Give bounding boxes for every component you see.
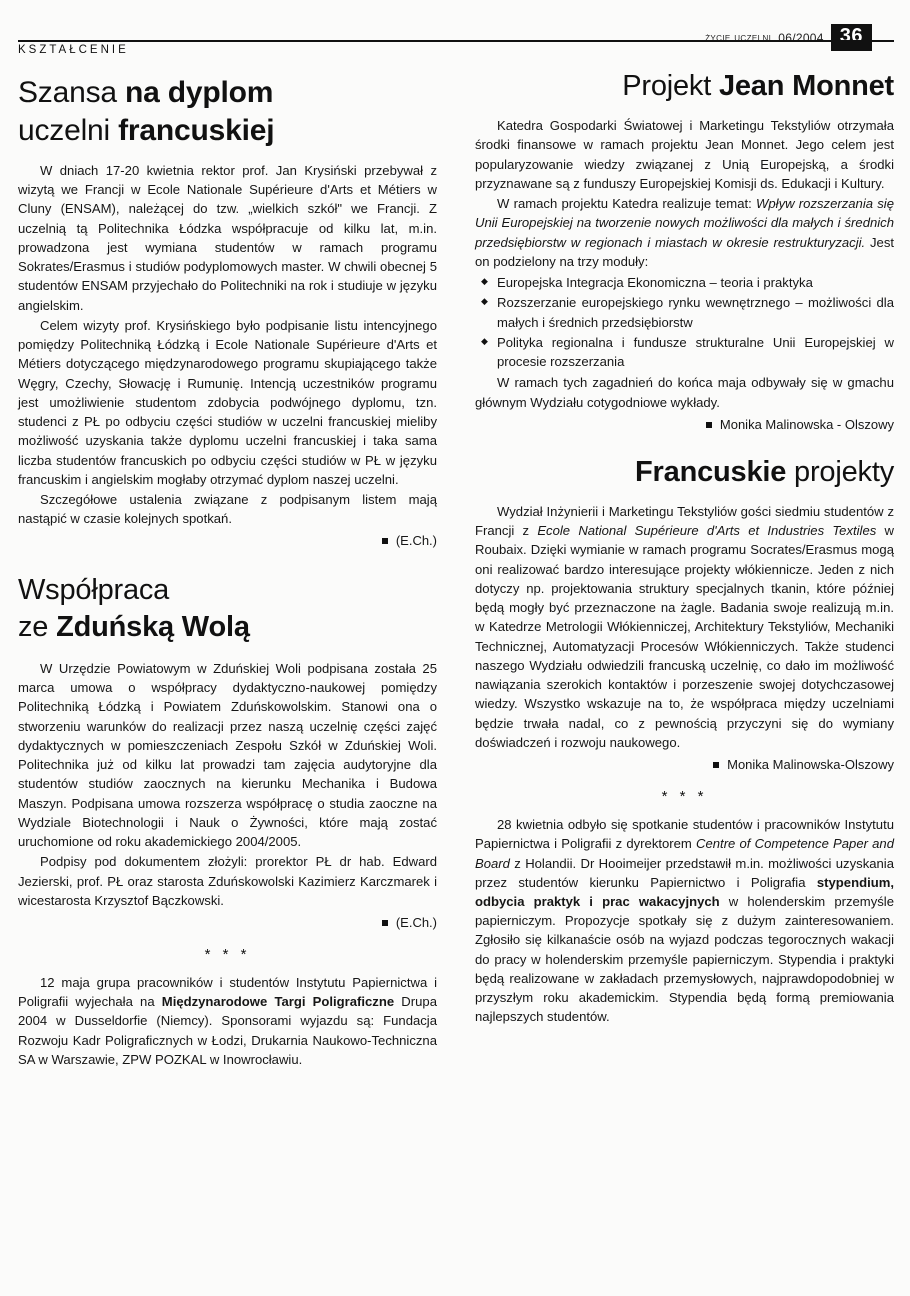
title-bold: Jean Monnet <box>718 70 894 102</box>
article-signature <box>18 533 437 548</box>
article-title-wspolpraca <box>18 572 437 645</box>
header-divider <box>18 40 894 42</box>
article-signature <box>18 915 437 930</box>
article-signature <box>475 757 894 772</box>
section-label: KSZTAŁCENIE <box>18 44 129 56</box>
article-title-jean-monnet <box>475 68 894 104</box>
article-title-francuskie-projekty <box>475 454 894 490</box>
title-line1-plain: Współpraca <box>18 574 170 607</box>
signature-text: (E.Ch.) <box>395 533 437 549</box>
square-bullet-icon <box>706 422 712 428</box>
title-line2-plain: uczelni <box>18 113 119 147</box>
paragraph: Katedra Gospodarki Światowej i Marketingu Tekstyliów otrzymała środki finansowe w ramach projektu Jean Monnet. Jego celem jest popularyzowanie wiedzy związanej z Unią Europejską, a środki przyznawane są z funduszy Europejskiej Komisji ds. Edukacji i Kultury. <box>475 118 894 191</box>
section-divider-stars: * * * <box>661 788 708 806</box>
paragraph-topic <box>475 194 894 271</box>
list-item: ◆ Europejska Integracja Ekonomiczna – teoria i praktyka <box>475 273 894 292</box>
paragraph: Podpisy pod dokumentem złożyli: prorektor PŁ dr hab. Edward Jezierski, prof. PŁ oraz starosta Zduńskowolski Kazimierz Karczmarek i wicestarosta Krzysztof Bączkowski. <box>18 854 437 908</box>
section-divider-stars: * * * <box>204 946 251 963</box>
bold-phrase: stypendium, odbycia praktyk i prac wakacyjnych <box>475 874 894 909</box>
text-after-italic: w Roubaix. Dzięki wymianie w ramach programu Socrates/Erasmus mogą oni realizować bardzo interesujące projekty włókiennicze. Jeden z nich dotyczy np. projektowania struktury specjalnych tkanin, które później będą mogły być przeznaczone na żagle. Badania swoje realizują m.in. w Katedrze Metrologii Włókienniczej, Architektury Tekstyliów, Mechaniki Technicznej, Automatyzacji Procesów Włókienniczych. Także studenci naszego Wydziału odwiedzili francuską uczelnię, co dało im możliwość nawiązania szerokich kontaktów i porzeszenie swojej dotychczasowej wiedzy. Wszystko wskazuje na to, że współpraca między uczelniami będzie trwała nadal, co z pewnością przyczyni się do wymiany doświadczeń i rozwoju naukowego. <box>475 523 894 750</box>
bold-phrase: Międzynarodowe Targi Poligraficzne <box>161 994 395 1010</box>
text-before-italic: W ramach projektu Katedra realizuje temat: <box>497 196 757 212</box>
text-segment-2: z Holandii. Dr Hooimeijer przedstawił m.in. możliwości uzyskania przez studentów kierunku Papiernictwo i Poligrafia <box>475 855 894 890</box>
list-item: ◆ Polityka regionalna i fundusze strukturalne Unii Europejskiej w procesie rozszerzania <box>475 333 894 371</box>
text-before-bold: 12 maja grupa pracowników i studentów Instytutu Papiernictwa i Poligrafii wyjechała na <box>18 975 437 1010</box>
masthead-line <box>705 24 872 51</box>
journal-title: życie uczelni <box>705 31 772 44</box>
title-line2-plain: ze <box>18 610 57 643</box>
article-columns <box>18 66 894 1281</box>
masthead <box>0 14 910 48</box>
square-bullet-icon <box>382 538 388 544</box>
paragraph: Szczegółowe ustalenia związane z podpisanym listem mają nastąpić w czasie kolejnych spotkań. <box>18 491 437 527</box>
title-line2-bold: Zduńską Wolą <box>56 610 250 643</box>
signature-text: Monika Malinowska-Olszowy <box>727 757 894 773</box>
title-line2-bold: francuskiej <box>118 113 275 147</box>
paragraph-drupa <box>18 973 437 1069</box>
paragraph-spotkanie <box>475 815 894 1027</box>
title-plain: projekty <box>794 455 894 488</box>
text-before-italic: Wydział Inżynierii i Marketingu Tekstyliów gości siedmiu studentów z Francji z <box>475 504 894 539</box>
title-plain: Projekt <box>622 70 719 102</box>
list-item: ◆ Rozszerzanie europejskiego rynku wewnętrznego – możliwości dla małych i średnich przedsiębiorstw <box>475 293 894 331</box>
left-column <box>18 66 437 1281</box>
text-segment-1: 28 kwietnia odbyło się spotkanie studentów i pracowników Instytutu Papiernictwa i Poligrafii z dyrektorem <box>475 817 894 852</box>
right-column <box>475 66 894 1281</box>
text-after-italic: Jest on podzielony na trzy moduły: <box>475 234 895 269</box>
module-list <box>475 273 894 371</box>
paragraph: W Urzędzie Powiatowym w Zduńskiej Woli podpisana została 25 marca umowa o współpracy dydaktyczno-naukowej pomiędzy Politechniką Łódzką i Powiatem Zduńskowolskim. Stanowi ona o stworzeniu warunków do realizacji przez naszą uczelnię części zajęć dydaktycznych w pomieszczeniach Zespołu Szkół w Zduńskiej Woli. Politechnika już od kilku lat prowadzi tam zajęcia audytoryjne dla studentów studiów zaocznych na kierunku Mechanika i Budowa Maszyn. Podpisana umowa rozszerza współpracę o studia zaoczne na Wydziale Biotechnologii i Nauk o Żywności, które mają zostać uruchomione od roku akademickiego 2004/2005. <box>18 660 437 850</box>
page-number: 36 <box>831 24 872 51</box>
signature-text: Monika Malinowska - Olszowy <box>719 416 894 432</box>
square-bullet-icon <box>713 762 719 768</box>
paragraph: W ramach tych zagadnień do końca maja odbywały się w gmachu głównym Wydziału cotygodniowe wykłady. <box>475 375 894 410</box>
article-signature <box>475 417 894 432</box>
italic-organization: Centre of Competence Paper and Board <box>475 836 894 871</box>
text-after-bold: Drupa 2004 w Dusseldorfie (Niemcy). Sponsorami wyjazdu są: Fundacja Rozwoju Kadr Poligraficznych w Łodzi, Drukarnia Naukowo-Techniczna SA w Warszawie, ZPW POZKAL w Inowrocławiu. <box>18 994 437 1067</box>
issue-number: 06/2004 <box>778 30 824 45</box>
signature-text: (E.Ch.) <box>395 915 437 930</box>
italic-institution: Ecole National Supérieure d'Arts et Industries Textiles <box>537 523 877 539</box>
title-line1-bold: na dyplom <box>125 76 274 109</box>
paragraph: Celem wizyty prof. Krysińskiego było podpisanie listu intencyjnego pomiędzy Politechniką Łódzką i Ecole Nationale Supérieure d'Arts et Métiers dotyczącego międzynarodowego programu skupiającego także Węgry, Czechy, Słowację i Rumunię. Intencją uczestników programu jest umożliwienie studentom zdobycia podwójnego dyplomu, tzn. studenci z PŁ po odbyciu części studiów w uczelni francuskiej mieliby możliwość uzyskania także dyplomu uczelni francuskiej i taka sama liczba studentów francuskich po odbyciu części studiów w PŁ w języku francuskim i angielskim mogłaby otrzymać dyplom naszej uczelni. <box>18 317 437 487</box>
title-line1-plain: Szansa <box>18 76 125 109</box>
text-segment-3: w holenderskim przemyśle papierniczym. Propozycje spotkały się z dużym zainteresowaniem. Zgłosiło się kilkanaście osób na wyjazd podczas tegorocznych wakacji do pracy w holenderskim przemyśle papierniczym. Stypendia i praktyki będą realizowane w zakładach przemysłowych, najprawdopodobniej w przyszłym roku akademickim. Stypendia będą formą premiowania najlepszych studentów. <box>475 894 894 1025</box>
square-bullet-icon <box>382 920 388 926</box>
title-bold: Francuskie <box>635 455 795 488</box>
paragraph: W dniach 17-20 kwietnia rektor prof. Jan Krysiński przebywał z wizytą we Francji w Ecole Nationale Supérieure d'Arts et Métiers w Cluny (ENSAM), należącej do tzw. „wielkich szkół" we Francji. Z uczelnią tą Politechnika Łódzka współpracuje od kilku lat, m.in. prowadzona jest wymiana studentów w ramach programu Sokrates/Erasmus i studiów podyplomowych master. W chwili obecnej 5 studentów ENSAM przyjechało do Politechniki na rok i studiuje w języku angielskim. <box>18 163 437 313</box>
paragraph-francuskie <box>475 502 894 752</box>
italic-topic: Wpływ rozszerzania się Unii Europejskiej na tworzenie nowych możliwości dla małych i średnich przedsiębiorstw w regionach i miastach w okresie restrukturyzacji. <box>475 196 895 250</box>
article-title-szansa <box>18 74 437 149</box>
